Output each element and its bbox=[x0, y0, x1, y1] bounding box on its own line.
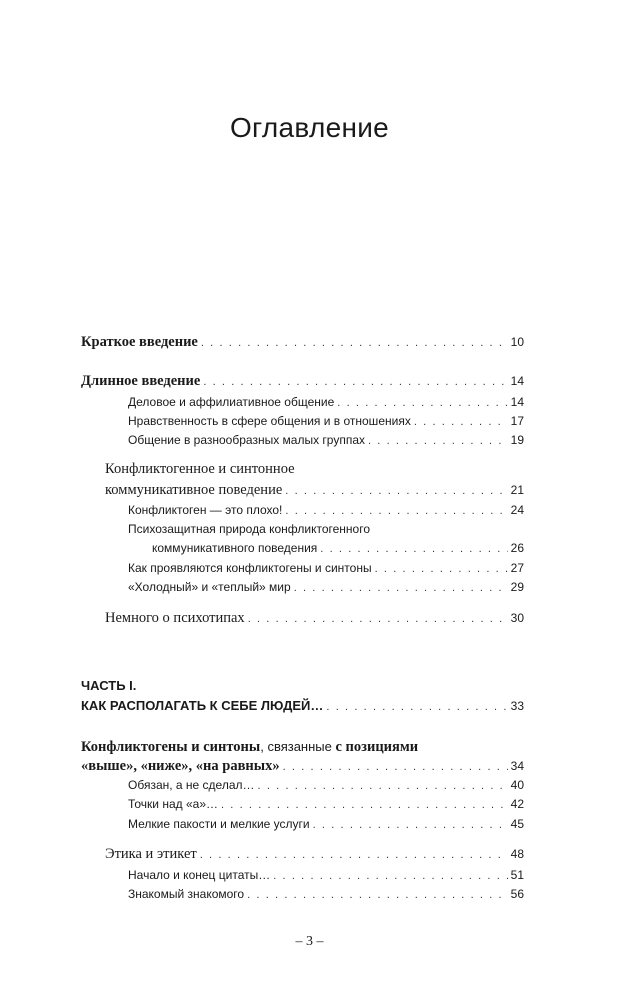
dot-leader bbox=[248, 613, 508, 625]
toc-page-number: 14 bbox=[510, 395, 524, 409]
toc-page-number: 29 bbox=[510, 580, 524, 594]
toc-entry-conflict-line1: Конфликтогенное и синтонное bbox=[105, 461, 295, 477]
toc-entry-positions[interactable] bbox=[81, 758, 524, 775]
toc-entry-bad[interactable] bbox=[128, 503, 524, 517]
toc-entry-label: КАК РАСПОЛАГАТЬ К СЕБЕ ЛЮДЕЙ… bbox=[81, 698, 324, 713]
toc-entry-manifest[interactable] bbox=[128, 561, 524, 575]
dot-leader bbox=[337, 397, 507, 409]
toc-entry-label: Общение в разнообразных малых группах bbox=[128, 433, 365, 447]
toc-entry-part1[interactable] bbox=[81, 698, 524, 713]
toc-entry-positions-line1 bbox=[81, 738, 418, 756]
toc-entry-conflict[interactable] bbox=[105, 482, 524, 499]
dot-leader bbox=[313, 819, 508, 831]
toc-page-number: 51 bbox=[510, 868, 524, 882]
dot-leader bbox=[368, 435, 508, 447]
part-heading: ЧАСТЬ I. bbox=[81, 678, 137, 693]
toc-page-number: 14 bbox=[510, 374, 524, 388]
toc-page-number: 21 bbox=[510, 483, 524, 497]
toc-page-number: 17 bbox=[510, 414, 524, 428]
toc-entry-psycho[interactable] bbox=[152, 541, 524, 555]
toc-page-number: 48 bbox=[510, 847, 524, 861]
toc-page-number: 26 bbox=[510, 541, 524, 555]
toc-entry-label: Нравственность в сфере общения и в отношениях bbox=[128, 414, 411, 428]
toc-entry-label: коммуникативного поведения bbox=[152, 541, 318, 555]
toc-entry-short-intro[interactable] bbox=[81, 334, 524, 351]
toc-page-number: 42 bbox=[510, 797, 524, 811]
toc-entry-groups[interactable] bbox=[128, 433, 524, 447]
dot-leader bbox=[414, 416, 508, 428]
toc-page-number: 24 bbox=[510, 503, 524, 517]
toc-entry-label-bold: с позициями bbox=[335, 739, 419, 755]
toc-entry-dots-over[interactable] bbox=[128, 797, 524, 811]
toc-entry-label: «Холодный» и «теплый» мир bbox=[128, 580, 291, 594]
dot-leader bbox=[221, 799, 508, 811]
toc-page-number: 30 bbox=[510, 611, 524, 625]
toc-page-number: 45 bbox=[510, 817, 524, 831]
toc-page-number: 27 bbox=[510, 561, 524, 575]
toc-entry-psycho-line1: Психозащитная природа конфликтогенного bbox=[128, 522, 371, 536]
toc-entry-label: «выше», «ниже», «на равных» bbox=[81, 758, 280, 774]
toc-entry-mean-tricks[interactable] bbox=[128, 817, 524, 831]
dot-leader bbox=[258, 780, 508, 792]
toc-entry-label: Как проявляются конфликтогены и синтоны bbox=[128, 561, 372, 575]
toc-entry-label: Мелкие пакости и мелкие услуги bbox=[128, 817, 310, 831]
toc-entry-label: Деловое и аффилиативное общение bbox=[128, 395, 335, 409]
dot-leader bbox=[203, 376, 507, 388]
toc-entry-label: Обязан, а не сделал… bbox=[128, 778, 255, 792]
dot-leader bbox=[201, 337, 508, 349]
toc-entry-label: Конфликтоген — это плохо! bbox=[128, 503, 283, 517]
dot-leader bbox=[273, 870, 507, 882]
toc-entry-obliged[interactable] bbox=[128, 778, 524, 792]
toc-entry-label: Точки над «а»… bbox=[128, 797, 218, 811]
toc-page-number: 33 bbox=[510, 699, 524, 713]
dot-leader bbox=[285, 505, 507, 517]
dot-leader bbox=[247, 889, 508, 901]
dot-leader bbox=[326, 701, 507, 713]
toc-entry-cold-warm[interactable] bbox=[128, 580, 524, 594]
dot-leader bbox=[285, 485, 507, 497]
toc-entry-long-intro[interactable] bbox=[81, 373, 524, 390]
dot-leader bbox=[375, 563, 508, 575]
toc-entry-label: Начало и конец цитаты… bbox=[128, 868, 271, 882]
toc-entry-business[interactable] bbox=[128, 395, 524, 409]
toc-entry-label: Немного о психотипах bbox=[105, 610, 245, 626]
toc-page-number: 34 bbox=[510, 759, 524, 773]
toc-page-number: 56 bbox=[510, 887, 524, 901]
toc-entry-label: Знакомый знакомого bbox=[128, 887, 245, 901]
dot-leader bbox=[294, 582, 508, 594]
dot-leader bbox=[200, 849, 508, 861]
page-number-footer: – 3 – bbox=[295, 934, 324, 949]
toc-entry-label: Длинное введение bbox=[81, 373, 201, 389]
dot-leader bbox=[320, 543, 507, 555]
toc-entry-label: Этика и этикет bbox=[105, 846, 197, 862]
toc-entry-psychotypes[interactable] bbox=[105, 610, 524, 627]
toc-entry-label: Краткое введение bbox=[81, 334, 198, 350]
dot-leader bbox=[283, 761, 508, 773]
toc-page-number: 19 bbox=[510, 433, 524, 447]
toc-page-number: 40 bbox=[510, 778, 524, 792]
toc-entry-label: коммуникативное поведение bbox=[105, 482, 283, 498]
toc-entry-acquaintance[interactable] bbox=[128, 887, 524, 901]
toc-entry-ethics[interactable] bbox=[105, 846, 524, 863]
toc-entry-label-bold: Конфликтогены и синтоны bbox=[81, 739, 261, 755]
toc-entry-quote[interactable] bbox=[128, 868, 524, 882]
toc-entry-morality[interactable] bbox=[128, 414, 524, 428]
page-title: Оглавление bbox=[229, 112, 390, 143]
toc-entry-label-regular: , связанные bbox=[260, 739, 336, 754]
toc-page-number: 10 bbox=[510, 335, 524, 349]
